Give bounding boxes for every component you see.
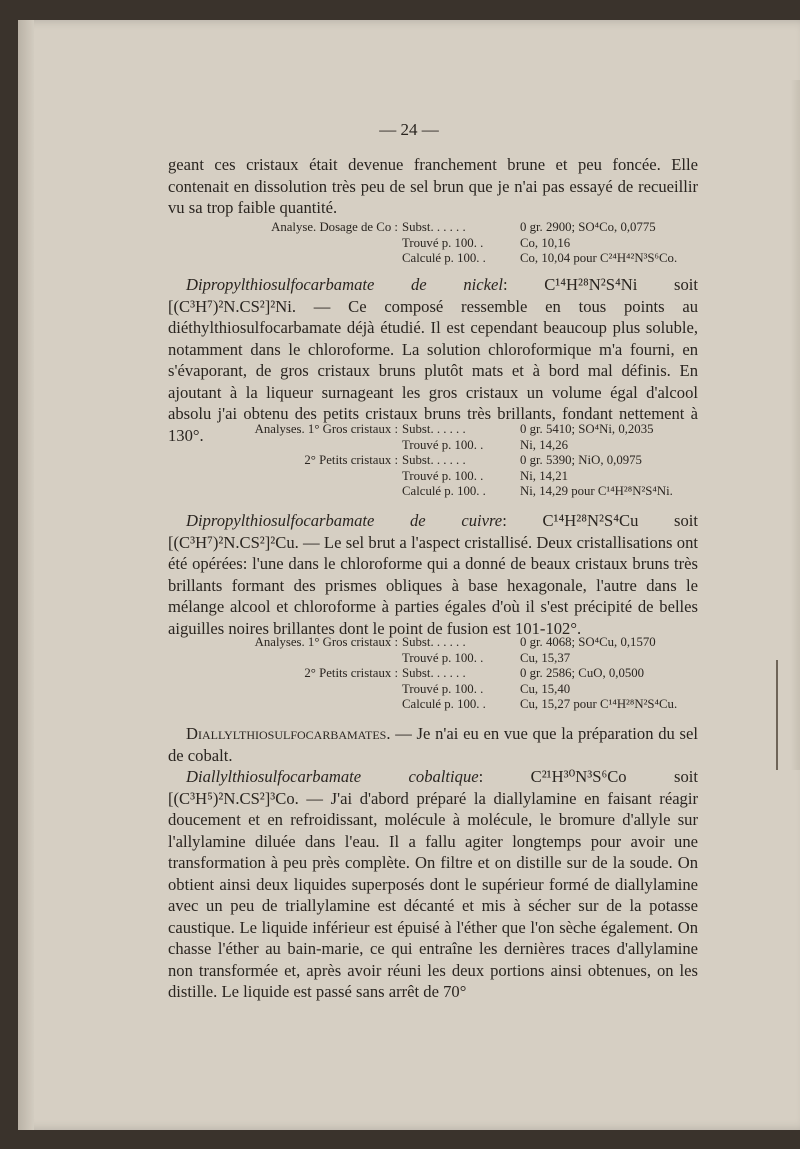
analysis-label (168, 697, 402, 713)
analysis-measure: Subst. . . . . . (402, 422, 466, 436)
analysis-label: Analyses. 1° Gros cristaux : (254, 635, 398, 649)
body-cuivre: — Le sel brut a l'aspect cristallisé. Deux cristallisations ont été opérées: l'une dans le chloroforme qui a donné de beaux cristaux bruns très brillants formant des prismes obliques à base hexagonale, l'autre dans le mélange alcool et chloroforme à parties égales d'où il s'est précipité de belles aiguilles noires brillantes dont le point de fusion est 101-102°. (168, 532, 698, 638)
analysis-measure: Trouvé p. 100. . (402, 468, 484, 483)
analysis-row (168, 666, 698, 682)
analysis-measure: Trouvé p. 100. . (402, 650, 484, 665)
analysis-measure: Trouvé p. 100. . (402, 681, 484, 696)
analysis-label: 2° Petits cristaux : (304, 666, 398, 680)
analysis-measure: Trouvé p. 100. . (402, 235, 484, 250)
analysis-measure: Subst. . . . . . (402, 666, 466, 680)
paragraph-cuivre (168, 510, 698, 639)
analysis-row (168, 682, 698, 698)
analysis-value: Ni, 14,29 pour C¹⁴H²⁸N²S⁴Ni. (520, 484, 673, 498)
paragraph-cobaltique (168, 766, 698, 1003)
page-number: — 24 — (379, 120, 439, 139)
analysis-value: Cu, 15,37 (520, 650, 571, 665)
analysis-row (168, 438, 698, 454)
formula-cobaltique: : C²¹H³⁰N³S⁶Co soit [(C³H⁵)²N.CS²]³Co. (168, 767, 698, 808)
analysis-row (168, 220, 698, 236)
paragraph-diallyl-heading (168, 723, 698, 766)
book-page (18, 20, 800, 1130)
analysis-value: 0 gr. 2586; CuO, 0,0500 (520, 666, 645, 680)
analysis-value: 0 gr. 2900; SO⁴Co, 0,0775 (520, 220, 656, 234)
compound-title-cuivre: Dipropylthiosulfocarbamate de cuivre (186, 511, 503, 530)
page-edge-mark (776, 660, 778, 770)
analysis-value: 0 gr. 5410; SO⁴Ni, 0,2035 (520, 422, 654, 436)
analysis-row (168, 251, 698, 267)
analysis-measure: Subst. . . . . . (402, 220, 466, 234)
compound-title-cobaltique: Diallylthiosulfocarbamate cobaltique (186, 767, 479, 786)
formula-nickel: : C¹⁴H²⁸N²S⁴Ni soit [(C³H⁷)²N.CS²]²Ni. (168, 275, 698, 316)
analysis-label (168, 682, 402, 698)
analysis-value: Ni, 14,26 (520, 437, 568, 452)
analysis-measure: Calculé p. 100. . (402, 697, 486, 711)
compound-title-nickel: Dipropylthiosulfocarbamate de nickel (186, 275, 503, 294)
analysis-value: Ni, 14,21 (520, 468, 568, 483)
analysis-row (168, 484, 698, 500)
analysis-label: Analyses. 1° Gros cristaux : (254, 422, 398, 436)
analysis-measure: Subst. . . . . . (402, 453, 466, 467)
body-cobaltique: — J'ai d'abord préparé la diallylamine en faisant réagir doucement et en refroidissant, molécule à molécule, le bromure d'allyle sur l'allylamine diluée dans l'eau. Il a fallu agiter longtemps pour avoir une transformation à peu près complète. On filtre et on distille sur de la soude. On obtient ainsi deux liquides superposés dont le supérieur formé de diallylamine avec un peu de triallylamine est décanté et mis à sécher sur de la potasse caustique. Le liquide inférieur est épuisé à l'éther que l'on sèche également. On chasse l'éther au bain-marie, ce qui entraîne les dernières traces d'allylamine non transformée et, après avoir réuni les deux portions ainsi obtenues, on les distille. Le liquide est passé sans arrêt de 70° (168, 788, 698, 1001)
analysis-row (168, 697, 698, 713)
analysis-label (168, 251, 402, 267)
section-title-diallyl: Diallylthiosulfocarbamates. (186, 724, 391, 743)
analysis-value: Cu, 15,40 (520, 681, 571, 696)
analysis-measure: Trouvé p. 100. . (402, 437, 484, 452)
analysis-block-nickel (168, 422, 698, 500)
analysis-row (168, 469, 698, 485)
analysis-block-cobalt (168, 220, 698, 267)
analysis-row (168, 453, 698, 469)
analysis-value: Co, 10,04 pour C²⁴H⁴²N³S⁶Co. (520, 251, 678, 265)
analysis-row (168, 236, 698, 252)
analysis-value: 0 gr. 4068; SO⁴Cu, 0,1570 (520, 635, 656, 649)
paragraph-nickel (168, 274, 698, 446)
analysis-label (168, 651, 402, 667)
body-nickel: — Ce composé ressemble en tous points au diéthylthiosulfocarbamate déjà étudié. Il est cependant beaucoup plus soluble, notamment dans le chloroforme. La solution chloroformique m'a fourni, en s'évaporant, de gros cristaux bruns plutôt mats et à bord mal définis. En ajoutant à la liqueur surnageant les gros cristaux un volume égal d'alcool absolu j'ai obtenu des petits cristaux bruns très brillants, fondant nettement à 130°. (168, 296, 698, 445)
analysis-measure: Calculé p. 100. . (402, 251, 486, 265)
analysis-value: Cu, 15,27 pour C¹⁴H²⁸N²S⁴Cu. (520, 697, 678, 711)
analysis-value: Co, 10,16 (520, 235, 571, 250)
body-diallyl-heading: — Je n'ai eu en vue que la préparation du sel de cobalt. (168, 724, 698, 765)
analysis-label: 2° Petits cristaux : (304, 453, 398, 467)
paragraph-continuation: geant ces cristaux était devenue franchement brune et peu foncée. Elle contenait en dissolution très peu de sel brun que je n'ai pas essayé de recueillir vu sa trop faible quantité. (168, 155, 698, 217)
analysis-label: Analyse. Dosage de Co : (271, 220, 398, 234)
analysis-block-cuivre (168, 635, 698, 713)
analysis-measure: Subst. . . . . . (402, 635, 466, 649)
analysis-row (168, 651, 698, 667)
analysis-row (168, 422, 698, 438)
analysis-label (168, 484, 402, 500)
analysis-measure: Calculé p. 100. . (402, 484, 486, 498)
analysis-label (168, 469, 402, 485)
analysis-label (168, 236, 402, 252)
analysis-row (168, 635, 698, 651)
analysis-value: 0 gr. 5390; NiO, 0,0975 (520, 453, 642, 467)
formula-cuivre: : C¹⁴H²⁸N²S⁴Cu soit [(C³H⁷)²N.CS²]²Cu. (168, 511, 698, 552)
analysis-label (168, 438, 402, 454)
